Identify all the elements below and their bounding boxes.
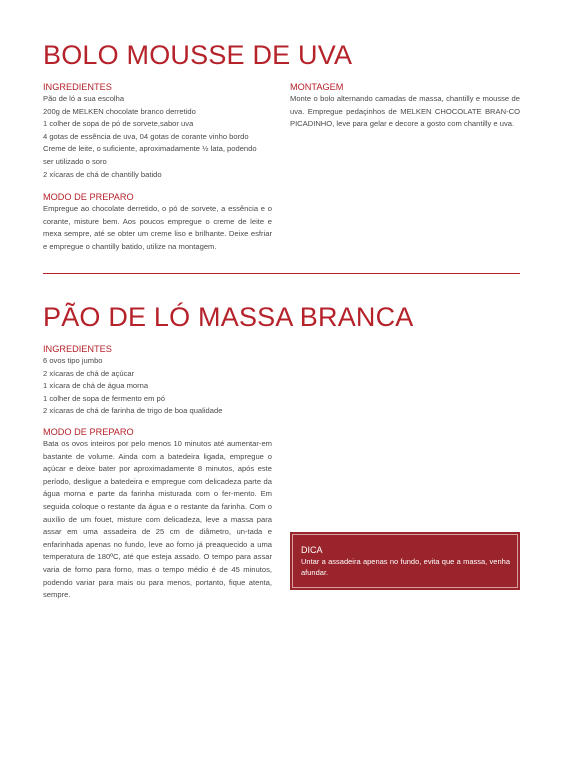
tip-box-inner xyxy=(292,534,518,588)
tip-heading: DICA xyxy=(301,545,323,555)
ingredient-item: Creme de leite, o suficiente, aproximadamente ½ lata, podendo xyxy=(43,144,257,154)
section-divider xyxy=(43,273,520,274)
ingredient-item: 2 xícaras de chá de chantilly batido xyxy=(43,169,162,179)
tip-box xyxy=(290,532,520,590)
ingredient-item: 200g de MELKEN chocolate branco derretido xyxy=(43,106,196,116)
tip-text: Untar a assadeira apenas no fundo, evita que a massa, venha afundar. xyxy=(301,557,510,577)
ingredient-item: 1 colher de sopa de pó de sorvete,sabor uva xyxy=(43,119,194,129)
recipe2-ingredient-list xyxy=(43,355,272,418)
recipe2-method-heading: MODO DE PREPARO xyxy=(43,426,134,437)
recipe1-right-column xyxy=(290,81,520,131)
recipe1-ingredient-list xyxy=(43,93,272,181)
ingredient-item: 6 ovos tipo jumbo xyxy=(43,356,103,365)
recipe1-left-column xyxy=(43,81,272,254)
recipe1-ingredients-heading: INGREDIENTES xyxy=(43,82,112,92)
recipe2-title: PÃO DE LÓ MASSA BRANCA xyxy=(43,302,414,332)
recipe1-title: BOLO MOUSSE DE UVA xyxy=(43,40,353,70)
ingredient-item: 1 colher de sopa de fermento em pó xyxy=(43,393,165,403)
recipe1-assembly-heading: MONTAGEM xyxy=(290,82,344,92)
recipe1-method-text: Empregue ao chocolate derretido, o pó de sorvete, a essência e o corante, misture bem. Aos poucos empregue o creme de leite e mexa sempre, até se obter um creme liso e brilhante. Deixe esfriar e empregue o chantilly batido, utilize na montagem. xyxy=(43,204,272,251)
ingredient-item: 4 gotas de essência de uva, 04 gotas de corante vinho bordo xyxy=(43,131,249,141)
ingredient-item: Pão de ló a sua escolha xyxy=(43,94,125,103)
recipe2-left-column xyxy=(43,343,272,602)
recipe2-method-text: Bata os ovos inteiros por pelo menos 10 minutos até aumentar-em bastante de volume. Ainda com a batedeira ligada, empregue o açúcar e deixe bater por aproximadamente 8 minutos, após este período, desligue a batedeira e empregue com delicadeza parte da água morna e parte da farinha misturada com o fer-mento. Em seguida coloque o restante da água e o restante da farinha. Com o auxílio de um fouet, misture com delicadeza, leve a massa para assar em uma assadeira de 25 cm de diâmetro, un-tada e enfarinhada apenas no fundo, leve ao forno já preaquecido a uma temperatura de 180ºC, até que esteja assado. O tempo para assar varia de forno para forno, mas o tempo médio é de 45 minutos, podendo variar para mais ou para menos, portanto, fique atenta, sempre. xyxy=(43,438,272,600)
ingredient-item: 2 xícaras de chá de farinha de trigo de boa qualidade xyxy=(43,406,223,416)
ingredient-item: 1 xícara de chá de água morna xyxy=(43,381,149,391)
recipe1-method-heading: MODO DE PREPARO xyxy=(43,192,134,203)
ingredient-item: 2 xícaras de chá de açúcar xyxy=(43,368,135,378)
ingredient-item: ser utilizado o soro xyxy=(43,156,107,166)
recipe2-ingredients-heading: INGREDIENTES xyxy=(43,344,112,354)
recipe1-assembly-text: Monte o bolo alternando camadas de massa, chantilly e mousse de uva. Empregue pedaçinhos de MELKEN CHOCOLATE BRAN-CO PICADINHO, leve para gelar e decore a gosto com chantilly e uva. xyxy=(290,94,520,129)
